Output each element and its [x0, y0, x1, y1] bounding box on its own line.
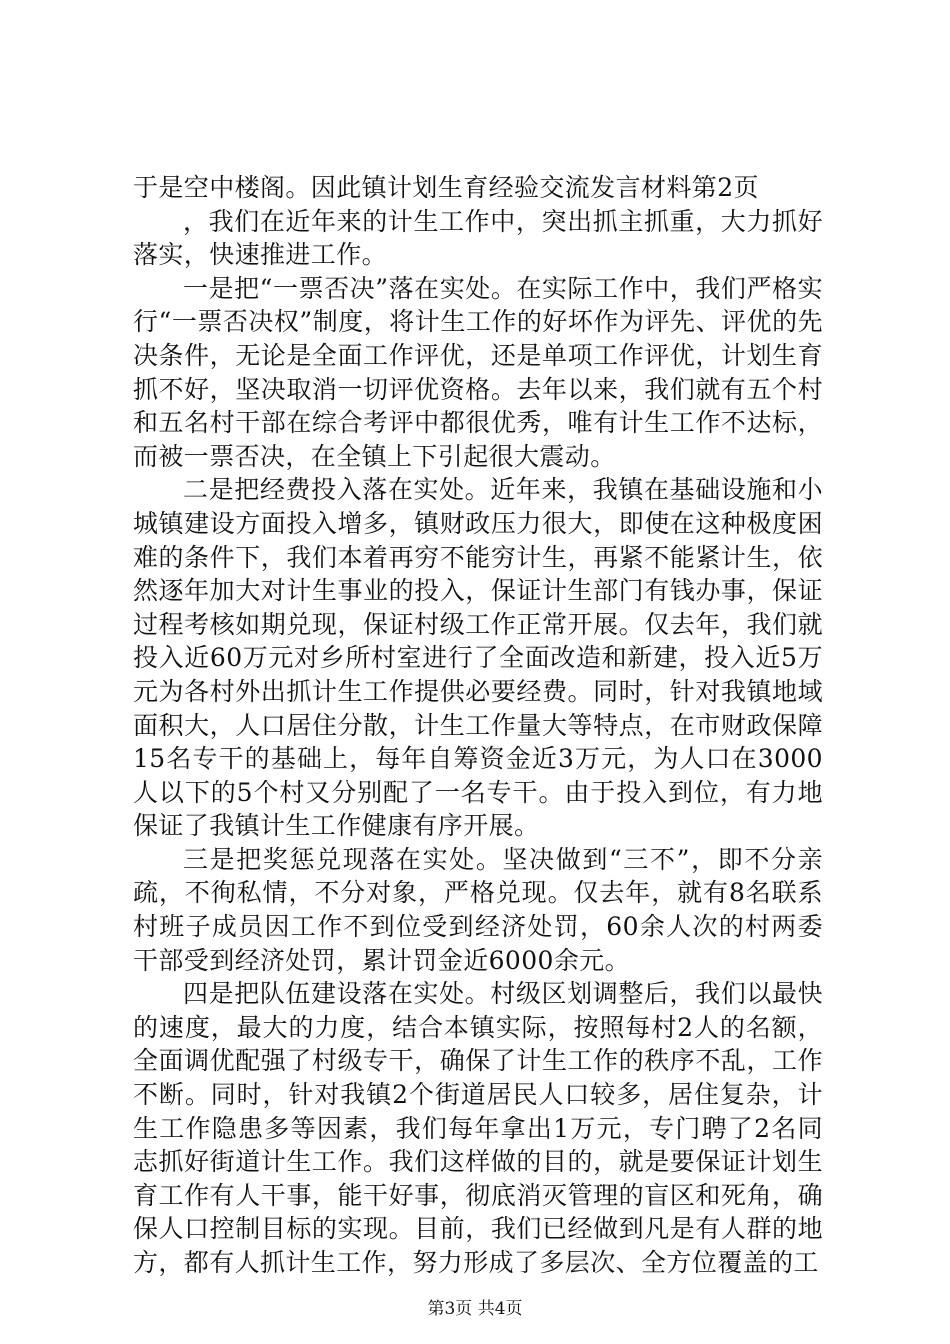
document-body — [133, 171, 823, 1280]
paragraph-continuation: 于是空中楼阁。因此镇计划生育经验交流发言材料第2页 — [133, 173, 759, 202]
paragraph-one-veto: 一是把“一票否决”落在实处。在实际工作中，我们严格实行“一票否决权”制度，将计生工作的好坏作为评先、评优的先决条件，无论是全面工作评优，还是单项工作评优，计划生育抓不好，坚决取消一切评优资格。去年以来，我们就有五个村和五名村干部在综合考评中都很优秀，唯有计生工作不达标，而被一票否决，在全镇上下引起很大震动。 — [133, 273, 823, 471]
page-number-footer: 第3页 共4页 — [427, 1299, 523, 1319]
paragraph-rewards-penalties: 三是把奖惩兑现落在实处。坚决做到“三不”，即不分亲疏，不徇私情，不分对象，严格兑现。仅去年，就有8名联系村班子成员因工作不到位受到经济处罚，60余人次的村两委干部受到经济处罚，累计罚金近6000余元。 — [133, 844, 823, 975]
paragraph-team-building: 四是把队伍建设落在实处。村级区划调整后，我们以最快的速度，最大的力度，结合本镇实际，按照每村2人的名额，全面调优配强了村级专干，确保了计生工作的秩序不乱，工作不断。同时，针对我镇2个街道居民人口较多，居住复杂，计生工作隐患多等因素，我们每年拿出1万元，专门聘了2名同志抓好街道计生工作。我们这样做的目的，就是要保证计划生育工作有人干事，能干好事，彻底消灭管理的盲区和死角，确保人口控制目标的实现。目前，我们已经做到凡是有人群的地方，都有人抓计生工作，努力形成了多层次、全方位覆盖的工 — [133, 979, 823, 1277]
paragraph-intro: ，我们在近年来的计生工作中，突出抓主抓重，大力抓好落实，快速推进工作。 — [133, 206, 823, 270]
paragraph-funding: 二是把经费投入落在实处。近年来，我镇在基础设施和小城镇建设方面投入增多，镇财政压力很大，即使在这种极度困难的条件下，我们本着再穷不能穷计生，再紧不能紧计生，依然逐年加大对计生事业的投入，保证计生部门有钱办事，保证过程考核如期兑现，保证村级工作正常开展。仅去年，我们就投入近60万元对乡所村室进行了全面改造和新建，投入近5万元为各村外出抓计生工作提供必要经费。同时，针对我镇地域面积大，人口居住分散，计生工作量大等特点，在市财政保障15名专干的基础上，每年自筹资金近3万元，为人口在3000人以下的5个村又分别配了一名专干。由于投入到位，有力地保证了我镇计生工作健康有序开展。 — [133, 475, 823, 841]
